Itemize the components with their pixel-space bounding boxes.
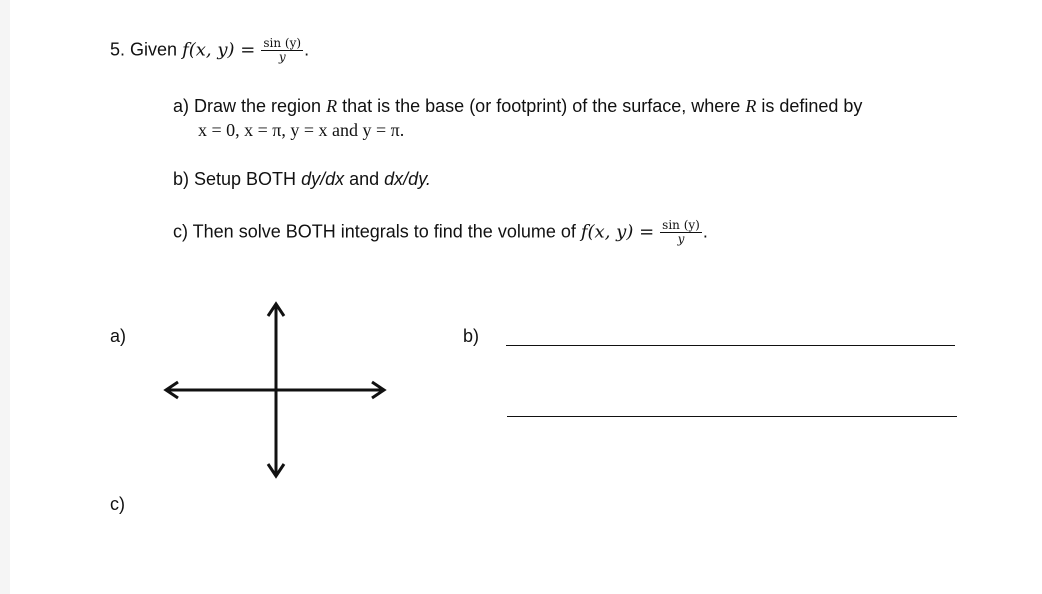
given-label: Given [130,39,178,60]
and-word: and [349,169,380,189]
part-a-suffix: is defined by [761,96,863,116]
part-b-prefix: b) Setup BOTH [173,169,297,189]
period: . [304,39,310,60]
function-lhs: f(x, y) = [580,221,655,243]
region-symbol: R [745,96,757,116]
part-a-mid: that is the base (or footprint) of the surface, where [342,96,741,116]
answer-line-1[interactable] [506,345,955,346]
problem-number: 5. [110,39,126,60]
function-lhs: f(x, y) = [182,39,256,61]
problem-statement [110,37,309,64]
region-symbol: R [326,96,338,116]
part-a-line1 [173,95,862,117]
dy-dx-label: dy/dx [301,169,345,189]
fraction-numerator: sin (y) [263,36,302,50]
fraction-denominator: y [278,50,286,64]
coordinate-axes-icon[interactable] [160,300,390,480]
part-a-line2: x = 0, x = π, y = x and y = π. [198,120,405,140]
answer-c-label: c) [110,494,125,514]
part-c-prefix: c) Then solve BOTH integrals to find the volume of [173,221,576,242]
part-b-text [173,168,431,190]
dx-dy-label: dx/dy. [384,169,431,189]
left-gutter [0,0,10,594]
answer-line-2[interactable] [507,416,957,417]
part-c-text [173,219,708,246]
answer-b-label: b) [463,326,480,346]
fraction-numerator: sin (y) [662,218,700,232]
function-fraction [261,37,303,64]
answer-a-label: a) [110,326,127,346]
period: . [702,221,708,242]
fraction-denominator: y [677,232,685,246]
part-a-prefix: a) Draw the region [173,96,322,116]
function-fraction [660,219,702,246]
